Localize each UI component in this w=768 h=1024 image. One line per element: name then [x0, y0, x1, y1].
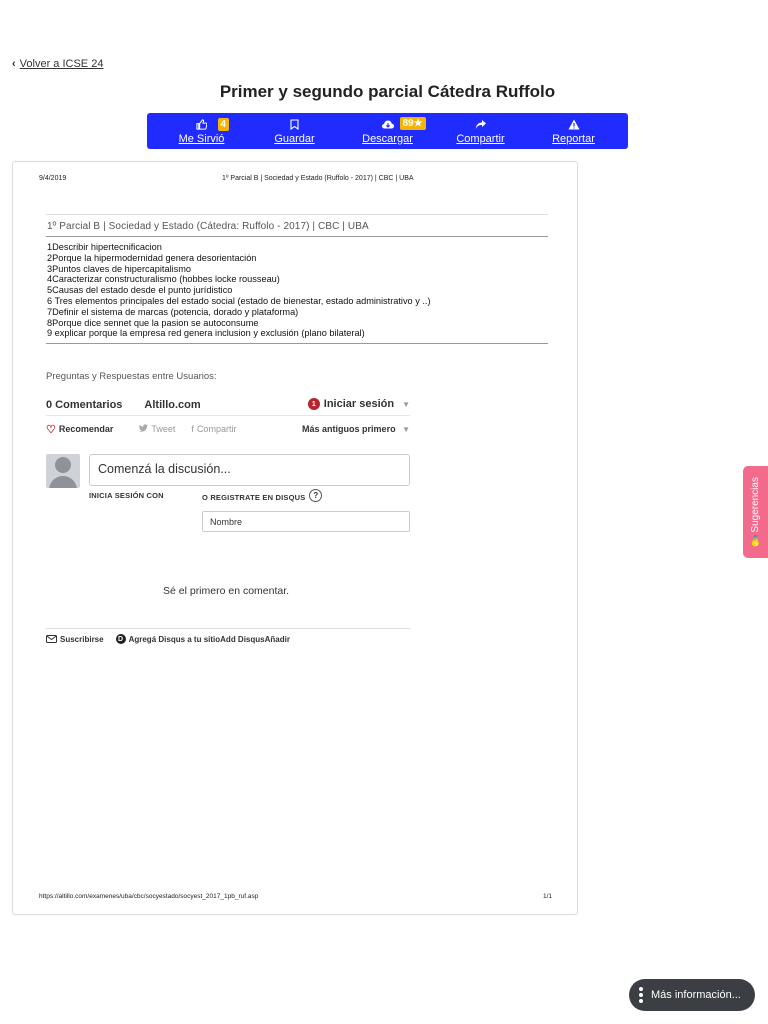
signin-with-label: INICIA SESIÓN CON — [89, 491, 164, 500]
subscribe-link[interactable] — [46, 634, 104, 644]
tweet-button[interactable] — [139, 424, 175, 434]
print-footer-page: 1/1 — [543, 893, 553, 900]
comments-actions — [46, 416, 410, 442]
report-label: Reportar — [552, 132, 595, 145]
star-icon: ★ — [413, 117, 423, 129]
download-label: Descargar — [362, 132, 413, 145]
suggestions-label: 💡 Sugerencias — [750, 476, 761, 548]
add-disqus-label: Agregá Disqus a tu sitioAdd DisqusAñadir — [128, 634, 290, 644]
document-toolbar — [147, 113, 628, 149]
twitter-icon — [139, 424, 148, 434]
recommend-label: Recomendar — [58, 424, 114, 434]
print-footer-url: https://altillo.com/examenes/uba/cbc/socyestado/socyest_2017_1pb_ruf.asp — [39, 893, 259, 900]
like-button[interactable] — [172, 118, 232, 145]
back-link-label[interactable]: Volver a ICSE 24 — [19, 58, 104, 70]
notification-badge: 1 — [308, 398, 320, 410]
sort-label: Más antiguos primero — [302, 424, 396, 434]
bookmark-icon — [290, 118, 299, 132]
comment-input[interactable]: Comenzá la discusión... — [89, 454, 410, 486]
exam-content — [46, 214, 548, 344]
login-menu[interactable] — [308, 398, 410, 410]
share-label: Compartir — [196, 424, 237, 434]
login-label: Iniciar sesión — [323, 398, 395, 410]
name-input[interactable]: Nombre — [202, 511, 410, 532]
sort-dropdown[interactable] — [302, 424, 410, 434]
save-button[interactable] — [265, 118, 325, 145]
more-info-button[interactable] — [629, 979, 755, 1011]
comments-count[interactable]: 0 Comentarios — [46, 398, 123, 411]
tweet-label: Tweet — [151, 424, 176, 434]
share-arrow-icon — [475, 118, 487, 132]
envelope-icon — [46, 635, 57, 643]
document-page — [12, 161, 578, 915]
like-count-badge: 4 — [218, 118, 230, 131]
share-button[interactable] — [451, 118, 511, 145]
thumbs-up-icon — [196, 118, 207, 132]
more-vertical-icon — [639, 987, 643, 1003]
question-item: 3Puntos claves de hipercapitalismo — [47, 263, 192, 274]
recommend-button[interactable] — [46, 423, 113, 436]
avatar — [46, 454, 80, 488]
heart-icon: ♡ — [46, 423, 56, 436]
subscribe-label: Suscribirse — [60, 634, 104, 644]
empty-comments-message: Sé el primero en comentar. — [163, 585, 290, 597]
comments-header — [46, 394, 410, 416]
like-label: Me Sirvió — [178, 132, 225, 145]
suggestions-tab[interactable] — [743, 466, 768, 558]
chevron-left-icon: ‹ — [12, 58, 16, 70]
save-label: Guardar — [274, 132, 315, 145]
question-item: 6 Tres elementos principales del estado social (estado de bienestar, estado administrativo y ..) — [47, 295, 431, 306]
help-icon[interactable]: ? — [309, 489, 322, 502]
caret-down-icon: ▼ — [402, 425, 410, 434]
question-list — [46, 237, 548, 343]
caret-down-icon: ▼ — [402, 399, 410, 409]
question-item: 4Caracterizar constructuralismo (hobbes locke rousseau) — [47, 274, 280, 285]
question-item: 9 explicar porque la empresa red genera inclusion y exclusión (plano bilateral) — [47, 328, 365, 339]
more-info-label: Más información... — [651, 989, 741, 1001]
facebook-icon: f — [191, 424, 194, 434]
add-disqus-link[interactable] — [116, 634, 290, 644]
register-label — [202, 492, 322, 502]
download-count-badge — [400, 117, 426, 130]
warning-icon — [568, 118, 580, 132]
page-title: Primer y segundo parcial Cátedra Ruffolo — [219, 82, 556, 101]
question-item: 1Describir hipertecnificacion — [47, 242, 162, 252]
comments-widget — [46, 394, 410, 644]
suggestions-text: Sugerencias — [750, 476, 761, 533]
question-item: 5Causas del estado desde el punto jurídistico — [47, 285, 233, 296]
question-item: 8Porque dice sennet que la pasion se autoconsume — [47, 317, 259, 328]
share-label: Compartir — [456, 132, 505, 145]
site-name[interactable]: Altillo.com — [144, 398, 201, 411]
question-item: 7Definir el sistema de marcas (potencia, dorado y plataforma) — [47, 306, 299, 317]
question-item: 2Porque la hipermodernidad genera desorientación — [47, 252, 257, 263]
comments-footer — [46, 628, 410, 644]
print-title: 1º Parcial B | Sociedad y Estado (Ruffolo - 2017) | CBC | UBA — [222, 175, 414, 182]
qa-section-label: Preguntas y Respuestas entre Usuarios: — [46, 371, 217, 382]
back-link[interactable] — [12, 58, 103, 70]
register-text: O REGISTRATE EN DISQUS — [202, 492, 306, 502]
print-date: 9/4/2019 — [39, 175, 67, 182]
exam-heading: 1º Parcial B | Sociedad y Estado (Cátedra: Ruffolo - 2017) | CBC | UBA — [47, 221, 369, 232]
disqus-icon: D — [116, 634, 126, 644]
divider — [46, 343, 548, 344]
cloud-download-icon — [381, 118, 395, 132]
facebook-share-button[interactable] — [191, 424, 236, 434]
download-button[interactable] — [358, 117, 423, 145]
download-count: 89 — [402, 117, 414, 129]
report-button[interactable] — [544, 118, 604, 145]
